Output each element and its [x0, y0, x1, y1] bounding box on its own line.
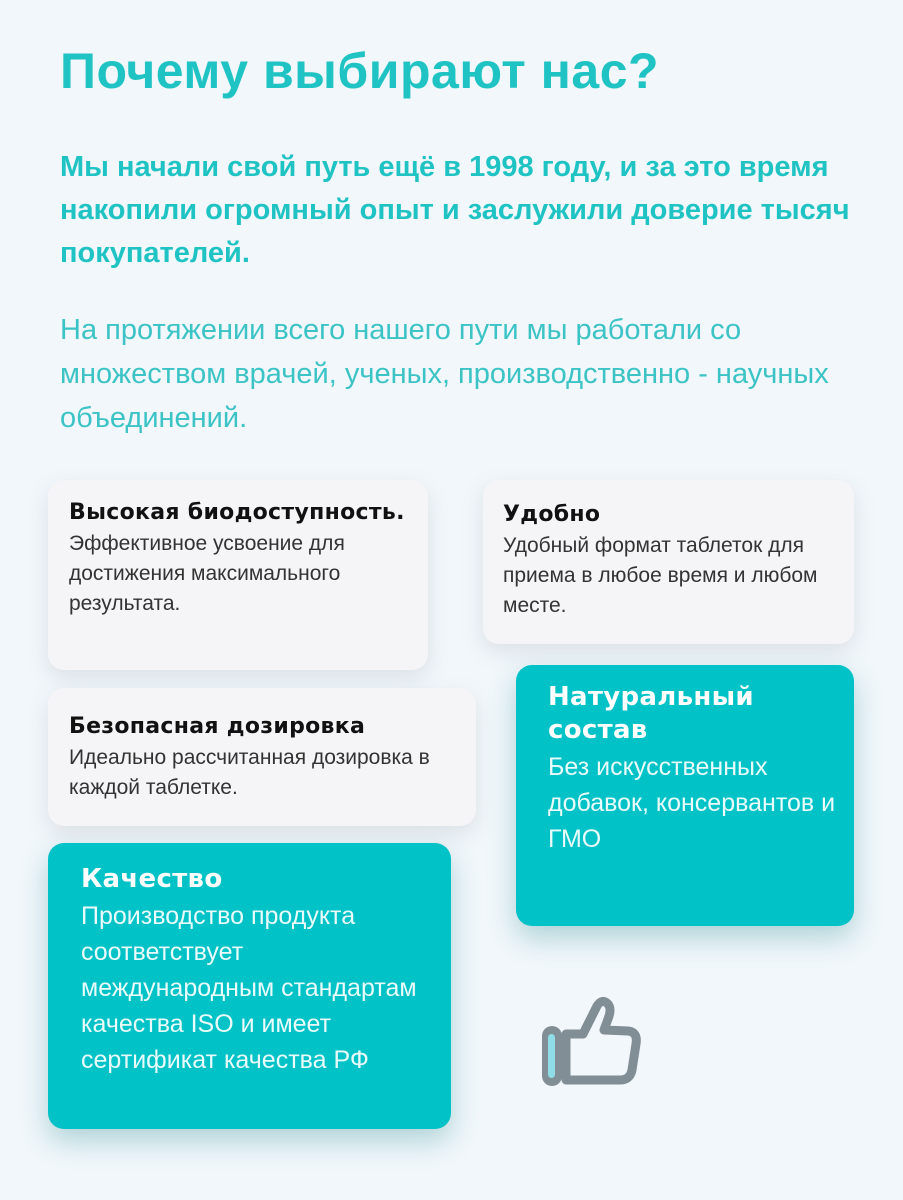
page-title: Почему выбирают нас? — [60, 43, 660, 99]
feature-card-quality — [48, 843, 451, 1129]
feature-card-safe-dosage — [48, 688, 476, 826]
thumbs-up-icon — [536, 994, 646, 1094]
feature-card-text: Удобный формат таблеток для приема в любое время и любом месте. — [503, 534, 818, 617]
feature-card-text: Идеально рассчитанная дозировка в каждой таблетке. — [69, 746, 430, 799]
feature-card-title: Безопасная дозировка — [69, 714, 366, 739]
feature-card-title: Удобно — [503, 502, 601, 527]
intro-paragraph: На протяжении всего нашего пути мы работали со множеством врачей, ученых, производственно - научных объединений. — [60, 314, 829, 434]
feature-card-title: Натуральный состав — [548, 682, 754, 745]
feature-card-natural — [516, 665, 854, 926]
feature-card-text: Эффективное усвоение для достижения максимального результата. — [69, 532, 345, 615]
lead-paragraph: Мы начали свой путь ещё в 1998 году, и за это время накопили огромный опыт и заслужили доверие тысяч покупателей. — [60, 151, 850, 269]
feature-card-text: Без искусственных добавок, консервантов и ГМО — [548, 753, 836, 853]
feature-card-bioavailability — [48, 480, 428, 670]
feature-card-text: Производство продукта соответствует международным стандартам качества ISO и имеет сертификат качества РФ — [81, 902, 417, 1074]
feature-card-title: Качество — [81, 864, 223, 894]
feature-card-convenient — [483, 480, 854, 644]
feature-card-title: Высокая биодоступность. — [69, 500, 405, 525]
